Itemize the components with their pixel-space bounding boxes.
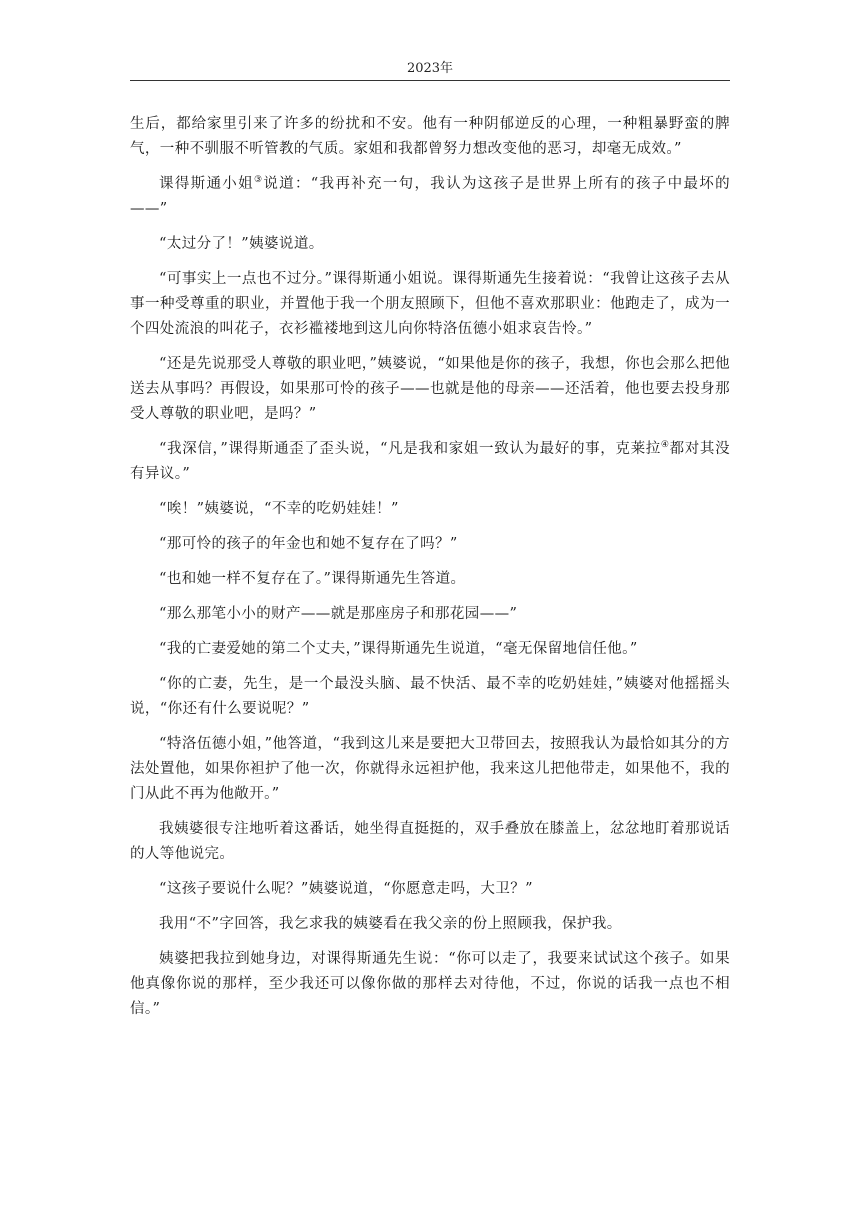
paragraph: “可事实上一点也不过分。”课得斯通小姐说。课得斯通先生接着说：“我曾让这孩子去从事一种受尊重的职业，并置他于我一个朋友照顾下，但他不喜欢那职业：他跑走了，成为一个四处流浪的叫花子，衣衫褴褛地到这儿向你特洛伍德小姐求哀告怜。” bbox=[130, 271, 730, 337]
paragraph-text: 都对其没有异议。” bbox=[130, 441, 730, 482]
paragraph: “这孩子要说什么呢？”姨婆说道，“你愿意走吗，大卫？” bbox=[159, 881, 533, 897]
footnote-marker: ③ bbox=[253, 175, 264, 186]
paragraph-text: “我深信，”课得斯通歪了歪头说，“凡是我和家姐一致认为最好的事，克莱拉 bbox=[159, 441, 661, 457]
page-header-year: 2023年 bbox=[406, 61, 454, 76]
paragraph: 我用“不”字回答，我乞求我的姨婆看在我父亲的份上照顾我，保护我。 bbox=[159, 916, 622, 932]
paragraph: “那么那笔小小的财产——就是那座房子和那花园——” bbox=[159, 606, 518, 622]
paragraph bbox=[130, 172, 730, 222]
paragraph: 我姨婆很专注地听着这番话，她坐得直挺挺的，双手叠放在膝盖上，忿忿地盯着那说话的人等他说完。 bbox=[130, 821, 730, 862]
document-body bbox=[130, 112, 730, 1032]
paragraph: 姨婆把我拉到她身边，对课得斯通先生说：“你可以走了，我要来试试这个孩子。如果他真像你说的那样，至少我还可以像你做的那样去对待他，不过，你说的话我一点也不相信。” bbox=[130, 951, 730, 1017]
paragraph: “也和她一样不复存在了。”课得斯通先生答道。 bbox=[159, 571, 466, 587]
paragraph: 生后，都给家里引来了许多的纷扰和不安。他有一种阴郁逆反的心理，一种粗暴野蛮的脾气，一种不驯服不听管教的气质。家姐和我都曾努力想改变他的恶习，却毫无成效。” bbox=[130, 116, 730, 157]
paragraph: “特洛伍德小姐，”他答道，“我到这儿来是要把大卫带回去，按照我认为最恰如其分的方法处置他，如果你袒护了他一次，你就得永远袒护他，我来这儿把他带走，如果他不，我的门从此不再为他敞开。” bbox=[130, 736, 730, 802]
paragraph bbox=[130, 437, 730, 487]
paragraph: “我的亡妻爱她的第二个丈夫，”课得斯通先生说道，“毫无保留地信任他。” bbox=[159, 641, 638, 657]
paragraph-text: 说道：“我再补充一句，我认为这孩子是世界上所有的孩子中最坏的——” bbox=[130, 176, 731, 217]
paragraph: “那可怜的孩子的年金也和她不复存在了吗？” bbox=[159, 536, 458, 552]
paragraph: “还是先说那受人尊敬的职业吧，”姨婆说，“如果他是你的孩子，我想，你也会那么把他送去从事吗？再假设，如果那可怜的孩子——也就是他的母亲——还活着，他也要去投身那受人尊敬的职业吧，是吗？” bbox=[130, 356, 730, 422]
footnote-marker: ④ bbox=[660, 440, 670, 451]
paragraph: “你的亡妻，先生，是一个最没头脑、最不快活、最不幸的吃奶娃娃，”姨婆对他摇摇头说，“你还有什么要说呢？” bbox=[130, 676, 730, 717]
paragraph-text: 课得斯通小姐 bbox=[159, 176, 254, 192]
paragraph: “唉！”姨婆说，“不幸的吃奶娃娃！” bbox=[159, 501, 399, 517]
paragraph: “太过分了！”姨婆说道。 bbox=[159, 236, 324, 252]
header-divider bbox=[130, 80, 730, 81]
